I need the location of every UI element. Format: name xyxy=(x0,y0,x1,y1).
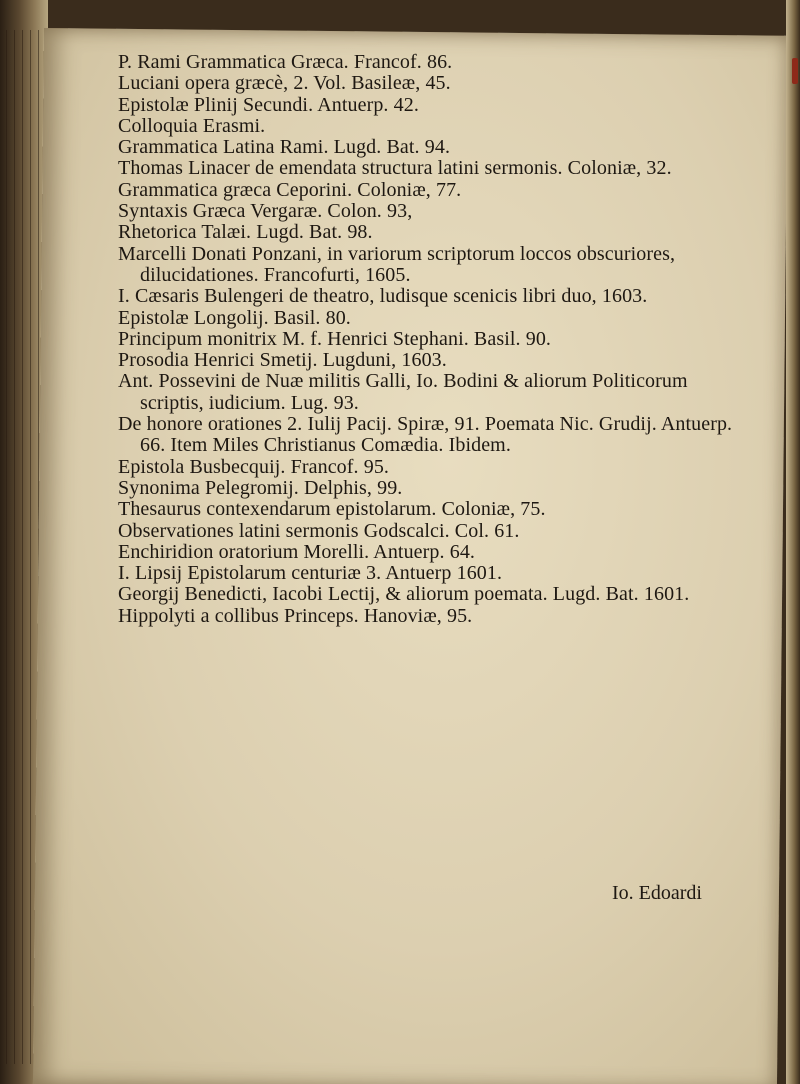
page-edge-line xyxy=(6,30,7,1064)
list-entry: P. Rami Grammatica Græca. Francof. 86. xyxy=(118,51,453,73)
list-entry: Grammatica græca Ceporini. Coloniæ, 77. xyxy=(118,178,462,201)
list-entry: Thomas Linacer de emendata structura latini sermonis. Coloniæ, 32. xyxy=(118,157,672,180)
list-entry: Grammatica Latina Rami. Lugd. Bat. 94. xyxy=(118,136,451,159)
list-entry: Hippolyti a collibus Princeps. Hanoviæ, 95. xyxy=(118,604,473,627)
facing-page-edge xyxy=(786,0,800,1084)
list-entry: Rhetorica Talæi. Lugd. Bat. 98. xyxy=(118,221,373,244)
list-entry: Observationes latini sermonis Godscalci. Col. 61. xyxy=(118,519,520,542)
red-marker xyxy=(792,58,798,84)
list-entry: Thesaurus contexendarum epistolarum. Coloniæ, 75. xyxy=(118,498,546,521)
list-entry: Prosodia Henrici Smetij. Lugduni, 1603. xyxy=(118,349,447,372)
list-entry: De honore orationes 2. Iulij Pacij. Spiræ, 91. Poemata Nic. Grudij. Antuerp. 66. Item Miles Christianus Comædia. Ibidem. xyxy=(118,413,733,457)
list-entry: Principum monitrix M. f. Henrici Stephani. Basil. 90. xyxy=(118,327,552,350)
catchword: Io. Edoardi xyxy=(612,882,702,904)
list-entry: Epistolæ Plinij Secundi. Antuerp. 42. xyxy=(118,93,419,116)
list-entry: I. Cæsaris Bulengeri de theatro, ludisque scenicis libri duo, 1603. xyxy=(118,285,648,308)
list-entry: I. Lipsij Epistolarum centuriæ 3. Antuerp 1601. xyxy=(118,562,503,585)
list-entry: Syntaxis Græca Vergaræ. Colon. 93, xyxy=(118,200,413,223)
list-entry: Luciani opera græcè, 2. Vol. Basileæ, 45. xyxy=(118,72,451,95)
list-entry: Synonima Pelegromij. Delphis, 99. xyxy=(118,476,403,499)
list-entry: Epistolæ Longolij. Basil. 80. xyxy=(118,306,351,329)
list-entry: Ant. Possevini de Nuæ militis Galli, Io. Bodini & aliorum Politicorum scriptis, iudicium. Lug. 93. xyxy=(118,370,688,414)
page-edge-line xyxy=(30,30,31,1064)
page-edge-line xyxy=(22,30,23,1064)
list-entry: Epistola Busbecquij. Francof. 95. xyxy=(118,455,390,478)
list-entry: Enchiridion oratorium Morelli. Antuerp. 64. xyxy=(118,540,476,563)
page-edge-line xyxy=(14,30,15,1064)
list-entry: Marcelli Donati Ponzani, in variorum scriptorum loccos obscuriores, dilucidationes. Francofurti, 1605. xyxy=(118,242,676,286)
list-entry: Georgij Benedicti, Iacobi Lectij, & aliorum poemata. Lugd. Bat. 1601. xyxy=(118,583,690,606)
book-list xyxy=(118,52,738,627)
list-entry: Colloquia Erasmi. xyxy=(118,114,266,137)
